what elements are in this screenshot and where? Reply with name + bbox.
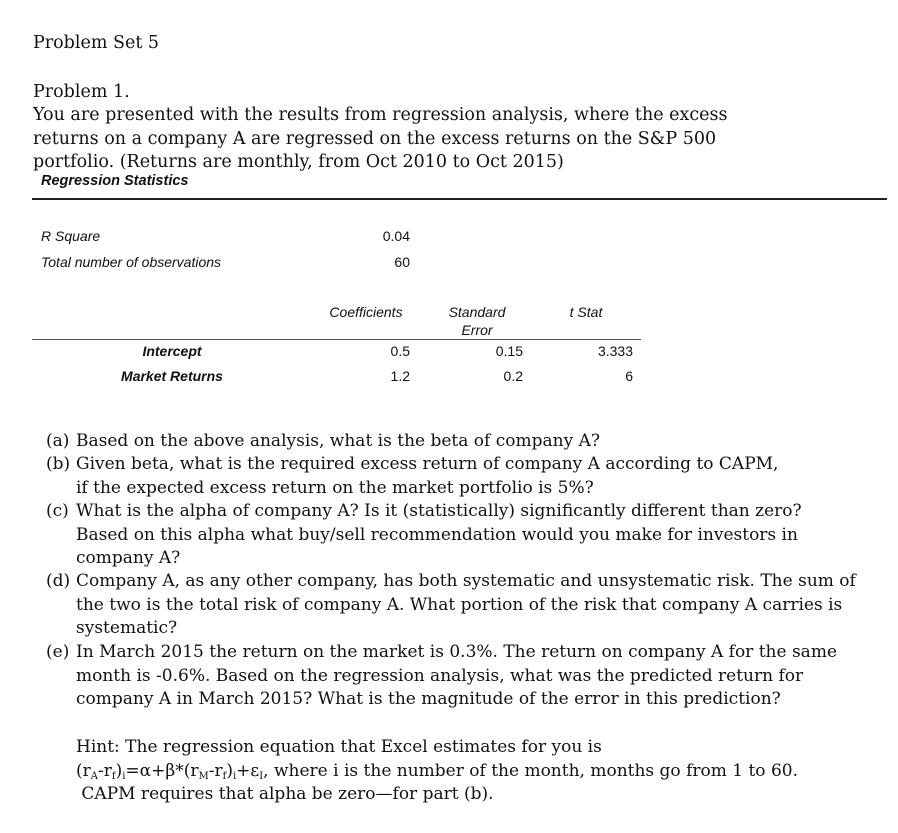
row-label-intercept: Intercept: [142, 343, 202, 359]
intro-line: portfolio. (Returns are monthly, from Oct 2010 to Oct 2015): [33, 152, 564, 172]
question-label: (d): [46, 571, 71, 591]
problem-intro: [33, 104, 728, 175]
intro-line: You are presented with the results from regression analysis, where the excess: [33, 105, 728, 125]
question-e: [46, 641, 886, 712]
cell-market-standard-error: 0.2: [503, 368, 523, 384]
question-text: Company A, as any other company, has both systematic and unsystematic risk. The sum of: [76, 571, 856, 591]
table-top-rule: [32, 198, 887, 200]
question-text: company A in March 2015? What is the magnitude of the error in this prediction?: [76, 689, 781, 709]
column-header-standard-error-line2: Error: [461, 322, 493, 338]
column-header-coefficients: Coefficients: [329, 304, 403, 320]
question-text: the two is the total risk of company A. What portion of the risk that company A carries is: [76, 594, 843, 615]
cell-market-t-stat: 6: [625, 368, 633, 384]
question-text: systematic?: [76, 618, 178, 638]
cell-market-coefficient: 1.2: [390, 368, 410, 384]
table-header-rule: [32, 339, 641, 340]
question-text: if the expected excess return on the market portfolio is 5%?: [76, 477, 594, 498]
cell-intercept-coefficient: 0.5: [390, 343, 410, 359]
problem-set-title: Problem Set 5: [33, 33, 160, 53]
question-label: (a): [46, 431, 70, 451]
problem-heading: Problem 1.: [33, 82, 130, 102]
intro-line: returns on a company A are regressed on the excess returns on the S&P 500: [33, 128, 717, 149]
question-text: Given beta, what is the required excess return of company A according to CAPM,: [76, 454, 779, 474]
column-header-t-stat: t Stat: [569, 304, 603, 320]
cell-intercept-t-stat: 3.333: [597, 343, 633, 359]
cell-intercept-standard-error: 0.15: [495, 343, 523, 359]
question-a: [46, 430, 886, 454]
question-text: In March 2015 the return on the market is 0.3%. The return on company A for the same: [76, 642, 837, 662]
stat-value-r-square: 0.04: [382, 228, 410, 244]
question-c: [46, 500, 886, 571]
question-label: (b): [46, 454, 71, 474]
hint-capm-note: CAPM requires that alpha be zero—for part (b).: [76, 784, 494, 804]
question-text: What is the alpha of company A? Is it (statistically) significantly different than zero?: [76, 501, 802, 521]
question-label: (c): [46, 501, 69, 521]
regression-statistics-heading: Regression Statistics: [41, 173, 189, 189]
hint-intro: Hint: The regression equation that Excel estimates for you is: [76, 737, 602, 757]
question-text: Based on the above analysis, what is the beta of company A?: [76, 431, 600, 451]
stat-label-r-square: R Square: [41, 228, 101, 244]
question-d: [46, 570, 886, 641]
question-b: [46, 453, 886, 500]
stat-label-observations: Total number of observations: [41, 254, 222, 270]
question-label: (e): [46, 642, 70, 662]
question-text: month is -0.6%. Based on the regression analysis, what was the predicted return for: [76, 665, 804, 686]
row-label-market-returns: Market Returns: [121, 368, 223, 384]
stat-value-observations: 60: [394, 254, 410, 270]
question-text: company A?: [76, 548, 181, 568]
hint-block: [76, 736, 886, 807]
hint-equation: $(r_A-r_f)_i=\alpha+\beta*(r_M-r_f)_i+\varepsilon_I$, where i is the number of the month, months go from 1 to 60.: [76, 760, 798, 782]
column-header-standard-error-line1: Standard: [448, 304, 506, 320]
question-text: Based on this alpha what buy/sell recommendation would you make for investors in: [76, 524, 798, 545]
